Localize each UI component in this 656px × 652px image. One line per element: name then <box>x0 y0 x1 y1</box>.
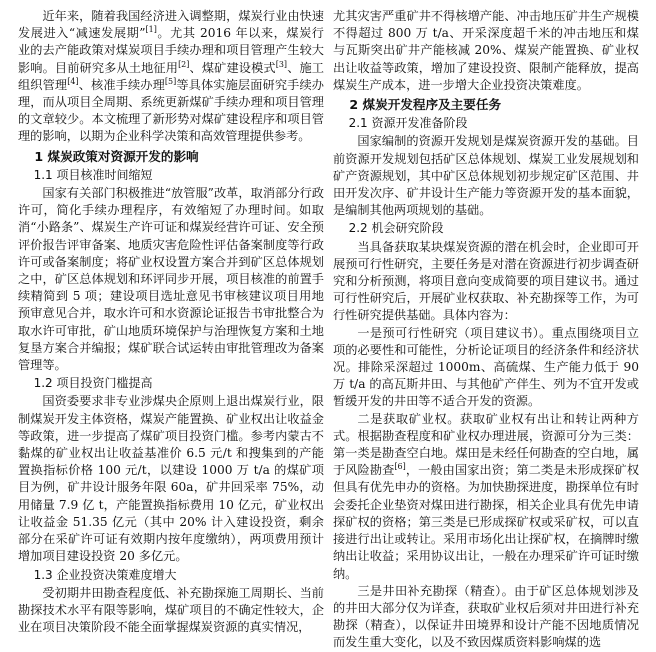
subsection-heading-1-1: 1.1 项目核准时间缩短 <box>33 167 153 182</box>
paragraph-prefeasibility: 一是预可行性研究（项目建议书）。重点围绕项目立项的必要性和可能性，分析论证项目的经济条件和经济状况。排除采深超过 1000m、高硫煤、生产能力低于 90 万 t/a 的高瓦斯井田、与其他矿产伴生、列为不宜开发或暂缓开发的井田等不适合开发的资源。 <box>333 325 639 409</box>
paragraph-resource-planning: 国家编制的资源开发规划是煤炭资源开发的基础。目前资源开发规划包括矿区总体规划、煤炭工业发展规划和矿产资源规划，其中矿区总体规划初步规定矿区范围、井田开发次序、矿井设计生产能力等资源开发的基本面貌，是编制其他两项规划的基础。 <box>333 134 639 218</box>
citation-ref: [2] <box>178 59 190 69</box>
paragraph-continued: 尤其灾害严重矿井不得核增产能、冲击地压矿井生产规模不得超过 800 万 t/a、开采深度超千米的冲击地压和煤与瓦斯突出矿井产能核减 20%、煤炭产能置换、矿业权出让收益等政策，增加了建设投资、限制产能释放，提高煤炭生产成本，进一步增大企业投资决策难度。 <box>333 9 639 92</box>
subsection-heading-1-2: 1.2 项目投资门槛提高 <box>33 376 153 391</box>
left-column <box>18 8 324 636</box>
intro-paragraph: 近年来，随着我国经济进入调整期，煤炭行业由快速发展进入“减速发展期”[1]。尤其 2016 年以来，煤炭行业的去产能政策对煤炭项目手续办理和项目管理产生较大影响。目前研究多从土地征用[2]、煤矿建设模式[3]、施工组织管理[4]、核准手续办理[5]等具体实施层面研究手续办理，而从项目全周期、系统更新煤矿手续办理和项目管理的文章较少。本文梳理了新形势对煤矿建设程序和项目管理的影响，以期为企业科学决策和高效管理提供参考。 <box>18 9 324 144</box>
subsection-heading-1-3: 1.3 企业投资决策难度增大 <box>33 567 177 582</box>
citation-ref: [4] <box>67 76 79 86</box>
section-heading-2: 2 煤炭开发程序及主要任务 <box>349 97 502 113</box>
citation-ref: [5] <box>164 76 177 86</box>
right-column <box>333 8 639 652</box>
citation-ref: [1] <box>145 25 157 35</box>
paragraph-decision-difficulty: 受初期井田勘查程度低、补充勘探施工周期长、当前勘探技术水平有限等影响，煤矿项目的不确定性较大，企业在项目决策阶段不能全面掌握煤炭资源的真实情况， <box>18 585 324 635</box>
section-heading-1: 1 煤炭政策对资源开发的影响 <box>34 148 199 164</box>
paragraph-investment-threshold: 国资委要求非专业涉煤央企原则上退出煤炭行业，限制煤炭开发主体资格，煤炭产能置换、矿业权出让收益金等政策，进一步提高了煤矿项目投资门槛。参考内蒙古不黏煤的矿业权出让收益基准价 6.5 元/t 和搜集到的产能置换指标价格 100 元/t，以建设 1000 万 t/a 的煤矿项目为例，矿井设计服务年限 60a，矿井回采率 75%，动用储量 7.9 亿 t，产能置换指标费用 10 亿元，矿业权出让收益金 51.35 亿元（其中 20% 计入建设投资，剩余部分在采矿许可证有效期内按年度缴纳），两项费用预计增加项目建设投资 20 多亿元。 <box>18 394 324 564</box>
subsection-heading-2-1: 2.1 资源开发准备阶段 <box>348 116 468 131</box>
paragraph-mining-rights: 二是获取矿业权。获取矿业权有出让和转让两种方式。根据勘查程度和矿业权办理进展，资源可分为三类：第一类是勘查空白地。煤田是未经任何勘查的空白地，属于风险勘查[6]，一般由国家出资；第二类是未形成探矿权但具有优先申办的资格。为加快勘探进度，勘探单位有时会委托企业垫资对煤田进行勘探，相关企业具有优先申请探矿权的资格；第三类是已形成探矿权或采矿权，可以直接进行出让或转让。采用市场化出让探矿权，在摘牌时缴纳出让收益；采用协议出让，一般在办理采矿许可证时缴纳。 <box>333 411 640 581</box>
citation-ref: [6] <box>394 462 406 472</box>
paragraph-supplementary-exploration: 三是井田补充勘探（精查）。由于矿区总体规划涉及的井田大部分仅为详查，获取矿业权后须对井田进行补充勘探（精查），以保证井田境界和设计产能不因地质情况而发生重大变化，以及不致因煤质资料影响煤的选 <box>333 583 639 650</box>
paragraph-opportunity-study: 当具备获取某块煤炭资源的潜在机会时，企业即可开展预可行性研究，主要任务是对潜在资源进行初步调查研究和分析预测，将项目意向变成简要的项目建议书。通过可行性研究后，开展矿业权获取、补充勘探等工作，为可行性研究提供基础。具体内容为： <box>333 239 639 323</box>
subsection-heading-2-2: 2.2 机会研究阶段 <box>348 221 444 236</box>
paragraph-approval-time: 国家有关部门积极推进“放管服”改革，取消部分行政许可，简化手续办理程序，有效缩短了办理时间。如取消“小路条”、煤炭生产许可证和煤炭经营许可证、安全预评价报告评审备案、地质灾害危险性评估备案制度等行政许可或备案制度；将矿业权设置方案合并到矿区总体规划之中，矿区总体规划和环评同步开展，项目核准的前置手续精简到 5 项；建设项目选址意见书审核建议项目用地预审意见合并，取水许可和水资源论证报告书审批整合为取水许可审批，矿山地质环境保护与治理恢复方案和土地复垦方案合并编报；煤矿联合试运转由审批管理改为备案管理等。 <box>18 186 324 373</box>
citation-ref: [3] <box>275 59 288 69</box>
